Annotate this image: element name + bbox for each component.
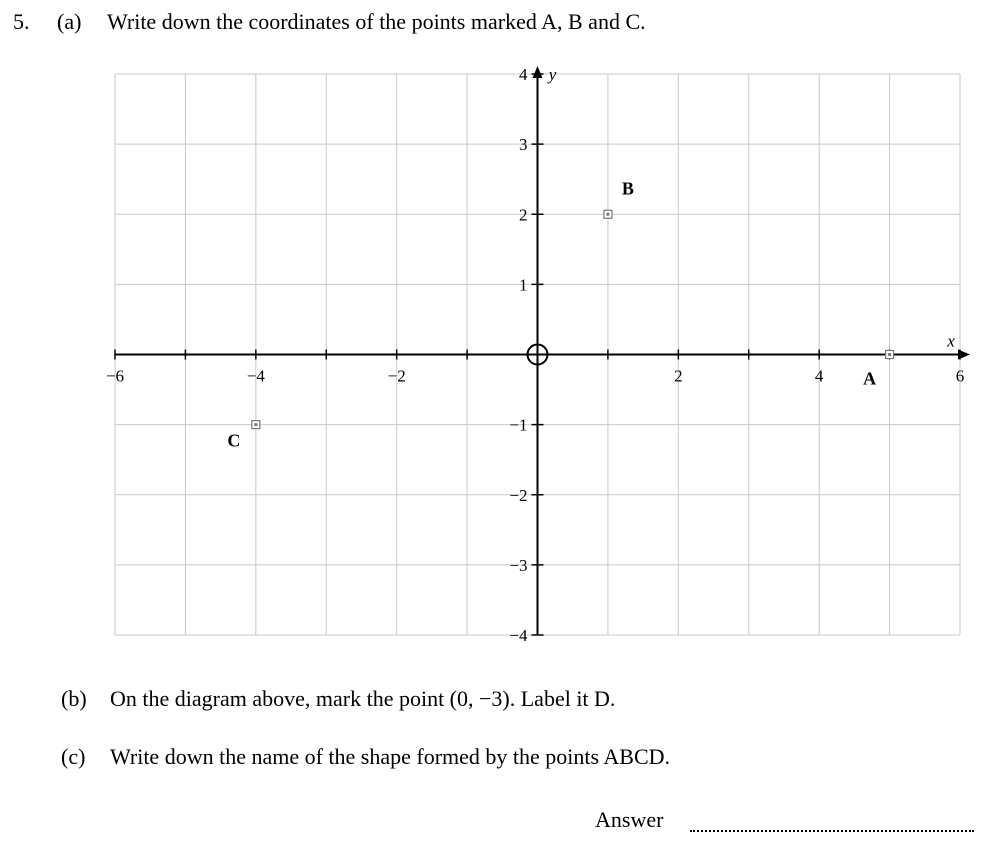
- x-tick-label: 4: [814, 366, 824, 386]
- y-axis-label: y: [548, 65, 557, 84]
- part-b-label: (b): [61, 686, 87, 711]
- part-c-label: (c): [61, 744, 86, 769]
- x-tick-label: −4: [246, 366, 265, 386]
- y-tick-label: −4: [509, 626, 528, 645]
- part-a-text: Write down the coordinates of the points marked A, B and C.: [107, 9, 646, 34]
- point-marker-center: [254, 423, 257, 426]
- question-number: 5.: [13, 9, 30, 34]
- x-axis-label: x: [947, 331, 955, 351]
- part-c-text: Write down the name of the shape formed by the points ABCD.: [110, 744, 671, 769]
- y-tick-label: 3: [519, 135, 528, 155]
- y-tick-label: −1: [509, 415, 528, 435]
- y-tick-label: −3: [509, 555, 528, 575]
- y-tick-label: −2: [509, 485, 528, 505]
- x-tick-label: 2: [674, 366, 683, 386]
- part-a-label: (a): [57, 9, 82, 34]
- answer-label: Answer: [595, 807, 664, 832]
- point-label-a: A: [863, 368, 877, 389]
- answer-line[interactable]: [690, 830, 974, 832]
- point-label-c: C: [227, 430, 241, 451]
- part-b-text: On the diagram above, mark the point (0, −3). Label it D.: [110, 686, 616, 711]
- y-tick-label: 2: [519, 205, 528, 225]
- x-tick-label: 6: [955, 366, 965, 386]
- y-axis-arrow: [533, 66, 543, 78]
- point-label-b: B: [621, 178, 634, 199]
- point-marker-center: [606, 213, 609, 216]
- y-tick-label: 1: [519, 275, 528, 295]
- y-tick-label: 4: [519, 65, 528, 84]
- point-marker-center: [888, 353, 891, 356]
- x-tick-label: −6: [105, 366, 125, 386]
- point-b: [604, 178, 634, 218]
- point-a: [863, 351, 894, 389]
- x-tick-label: −2: [387, 366, 406, 386]
